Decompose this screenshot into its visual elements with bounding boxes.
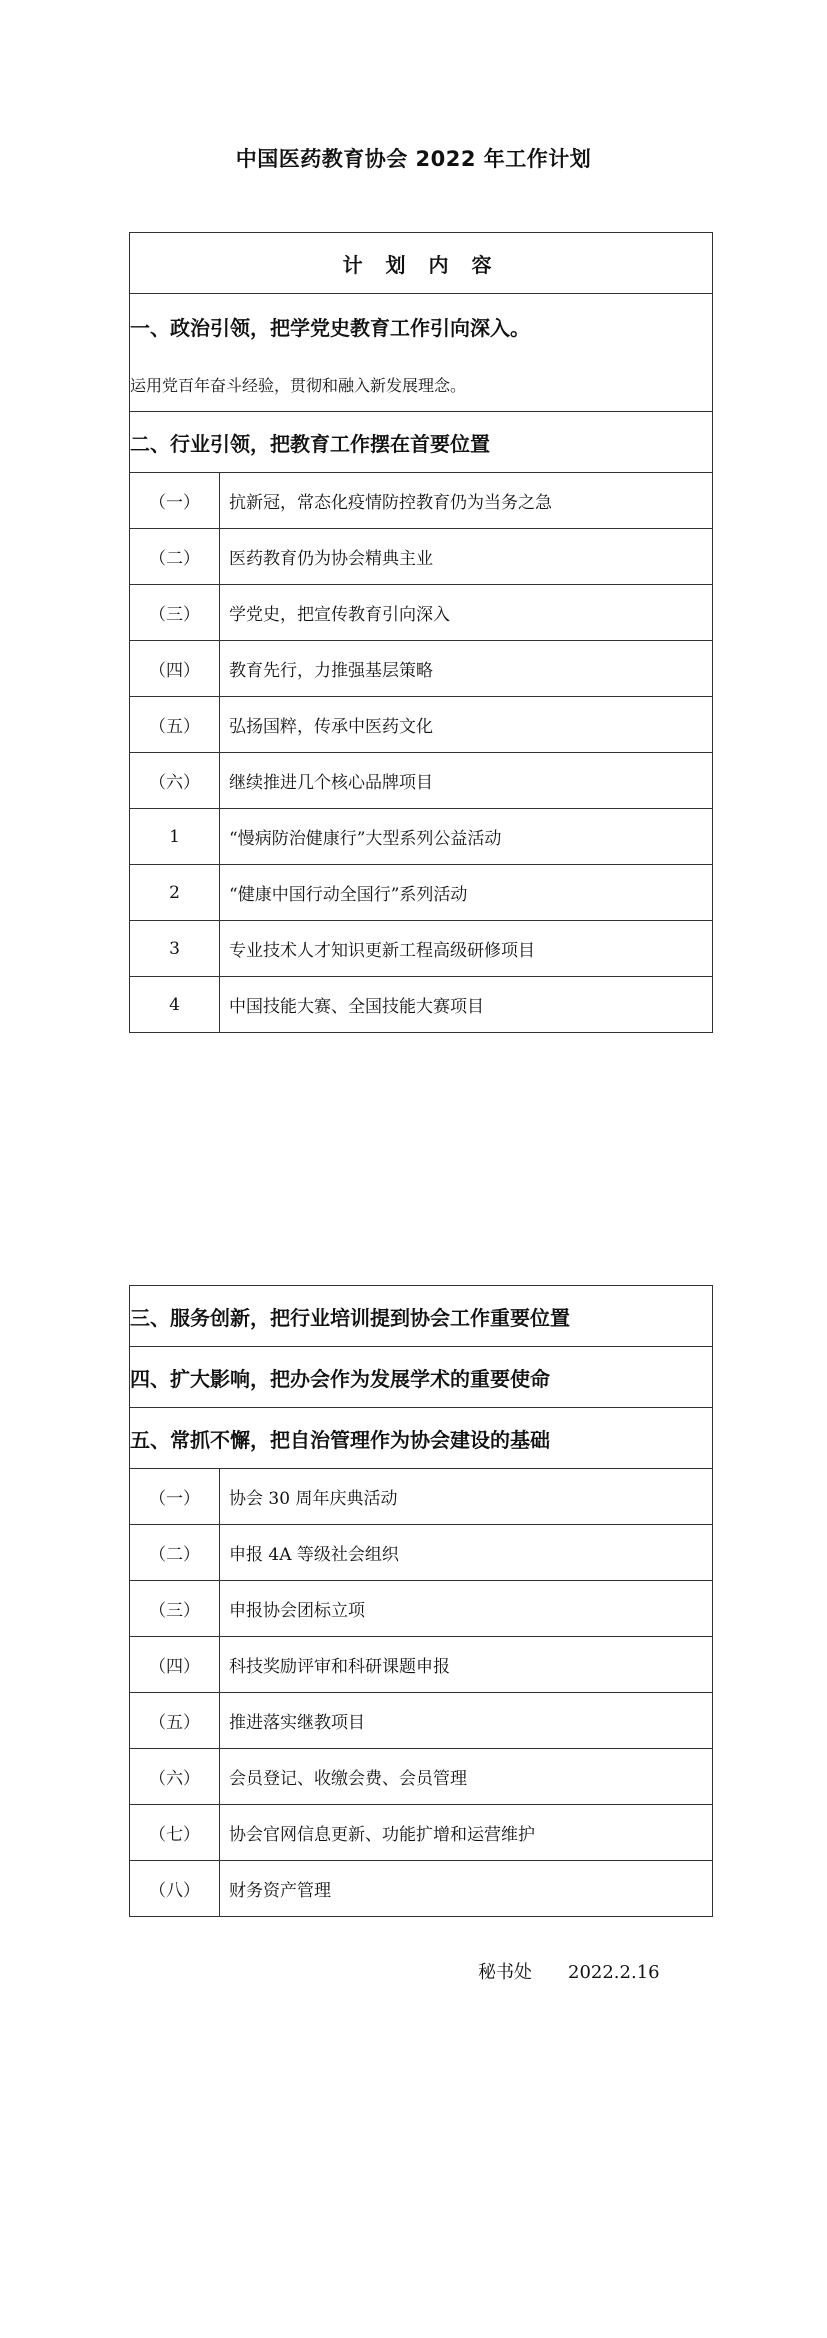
item-number: （八） <box>130 1861 220 1917</box>
section-5-row <box>130 1408 713 1469</box>
section-4-row <box>130 1347 713 1408</box>
table-row <box>130 585 713 641</box>
table-header: 计 划 内 容 <box>130 233 713 294</box>
item-number: （六） <box>130 753 220 809</box>
section-3-title: 三、服务创新，把行业培训提到协会工作重要位置 <box>130 1286 713 1347</box>
item-number: （三） <box>130 585 220 641</box>
table-row <box>130 977 713 1033</box>
item-number: （四） <box>130 1637 220 1693</box>
item-text: 财务资产管理 <box>220 1861 713 1917</box>
item-number: （三） <box>130 1581 220 1637</box>
item-text: “慢病防治健康行”大型系列公益活动 <box>220 809 713 865</box>
item-text: 教育先行，力推强基层策略 <box>220 641 713 697</box>
section-2-row <box>130 412 713 473</box>
item-number: （一） <box>130 1469 220 1525</box>
item-number: （二） <box>130 529 220 585</box>
item-number: 4 <box>130 977 220 1033</box>
item-number: （四） <box>130 641 220 697</box>
signature <box>478 1958 660 1984</box>
table-row <box>130 473 713 529</box>
item-text: 申报协会团标立项 <box>220 1581 713 1637</box>
item-text: 推进落实继教项目 <box>220 1693 713 1749</box>
item-number: （一） <box>130 473 220 529</box>
table-row <box>130 1749 713 1805</box>
table-row <box>130 1581 713 1637</box>
section-3-row <box>130 1286 713 1347</box>
section-5-title: 五、常抓不懈，把自治管理作为协会建设的基础 <box>130 1408 713 1469</box>
section-1-description: 运用党百年奋斗经验，贯彻和融入新发展理念。 <box>130 376 467 395</box>
item-text: 继续推进几个核心品牌项目 <box>220 753 713 809</box>
item-number: 2 <box>130 865 220 921</box>
item-number: （六） <box>130 1749 220 1805</box>
section-1-row <box>130 294 713 412</box>
item-text: 会员登记、收缴会费、会员管理 <box>220 1749 713 1805</box>
section-4-title: 四、扩大影响，把办会作为发展学术的重要使命 <box>130 1347 713 1408</box>
plan-table-page-2 <box>129 1285 713 1917</box>
table-row <box>130 1469 713 1525</box>
item-text: 协会官网信息更新、功能扩增和运营维护 <box>220 1805 713 1861</box>
item-text: 申报 4A 等级社会组织 <box>220 1525 713 1581</box>
item-text: 医药教育仍为协会精典主业 <box>220 529 713 585</box>
table-row <box>130 697 713 753</box>
table-row <box>130 809 713 865</box>
table-row <box>130 1637 713 1693</box>
table-row <box>130 529 713 585</box>
signature-date: 2022.2.16 <box>568 1962 660 1983</box>
item-number: （七） <box>130 1805 220 1861</box>
section-1-title: 一、政治引领，把学党史教育工作引向深入。 <box>130 316 530 340</box>
table-row <box>130 753 713 809</box>
item-number: 1 <box>130 809 220 865</box>
table-row <box>130 1861 713 1917</box>
item-number: （二） <box>130 1525 220 1581</box>
table-row <box>130 641 713 697</box>
item-text: 抗新冠，常态化疫情防控教育仍为当务之急 <box>220 473 713 529</box>
table-header-row <box>130 233 713 294</box>
item-text: 专业技术人才知识更新工程高级研修项目 <box>220 921 713 977</box>
item-number: 3 <box>130 921 220 977</box>
item-text: 中国技能大赛、全国技能大赛项目 <box>220 977 713 1033</box>
table-row <box>130 1693 713 1749</box>
item-number: （五） <box>130 1693 220 1749</box>
table-row <box>130 1525 713 1581</box>
table-row <box>130 921 713 977</box>
item-text: 学党史，把宣传教育引向深入 <box>220 585 713 641</box>
plan-table-page-1 <box>129 232 713 1033</box>
item-text: “健康中国行动全国行”系列活动 <box>220 865 713 921</box>
item-number: （五） <box>130 697 220 753</box>
table-row <box>130 865 713 921</box>
item-text: 科技奖励评审和科研课题申报 <box>220 1637 713 1693</box>
item-text: 协会 30 周年庆典活动 <box>220 1469 713 1525</box>
signature-office: 秘书处 <box>478 1962 532 1983</box>
document-title: 中国医药教育协会 2022 年工作计划 <box>235 147 592 171</box>
section-2-title: 二、行业引领，把教育工作摆在首要位置 <box>130 412 713 473</box>
item-text: 弘扬国粹，传承中医药文化 <box>220 697 713 753</box>
table-row <box>130 1805 713 1861</box>
